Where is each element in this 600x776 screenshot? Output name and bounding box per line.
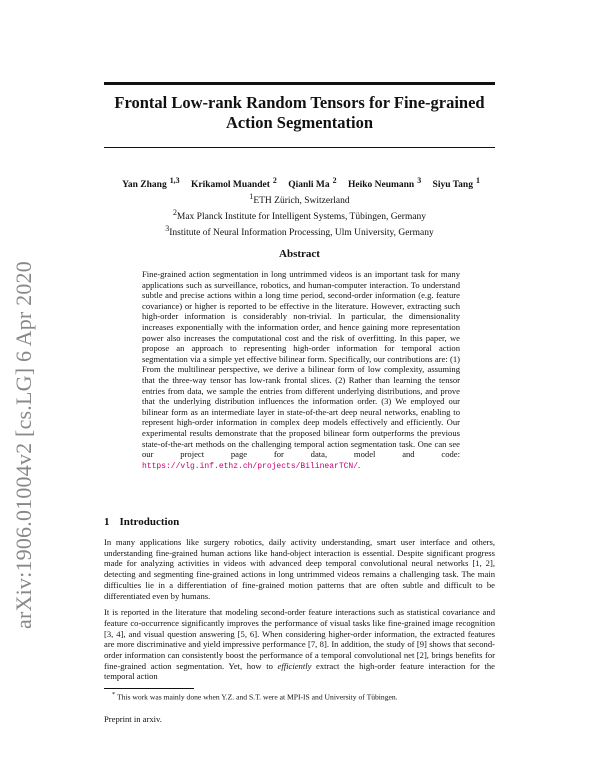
author-names <box>104 175 495 191</box>
footnote-rule <box>104 688 194 689</box>
emphasis: efficiently <box>277 660 312 671</box>
section-title: Introduction <box>119 516 180 528</box>
author: Krikamol Muandet $^2$ <box>190 176 277 191</box>
arxiv-id-text: arXiv:1906.01004v2 [cs.LG] 6 Apr 2020 <box>11 261 36 629</box>
paper-title <box>104 93 495 133</box>
author: Qianli Ma $^2$ <box>288 176 337 191</box>
title-bottom-rule <box>104 147 495 148</box>
author: Siyu Tang $^1$ <box>432 176 480 191</box>
project-page-link[interactable]: https://vlg.inf.ethz.ch/projects/BilinearTCN/ <box>142 461 359 471</box>
footnote-text: This work was mainly done when Y.Z. and S.T. were at MPI-IS and University of Tübingen. <box>116 692 398 702</box>
footnote <box>112 690 495 702</box>
paragraph: It is reported in the literature that modeling second-order feature interactions such as statistical covariance and feature co-occurrence significantly improves the performance of visual tasks like fine-grained image recognition [3, 4], and visual question answering [5, 6]. When considering higher-order information, the extracted features are more discriminative and yield impressive performance [7, 8]. In addition, the study of [9] shows that second-order information can consistently boost the performance of a temporal convolutional net [2], brings benefits for fine-grained action segmentation. Yet, how to efficiently extract the high-order feature interaction for the temporal action <box>104 607 495 682</box>
affiliation: $^1$ETH Zürich, Switzerland <box>249 192 350 207</box>
abstract-body: Fine-grained action segmentation in long untrimmed videos is an important task for many applications such as surveillance, robotics, and human-computer interaction. To understand subtle and precise actions within a long time period, second-order information (e.g. feature covariance) or higher is reported to be effective in the literature. However, extracting such high-order information is considerably non-trivial. In particular, the dimensionality increases exponentially with the information order, and hence gaining more representation power also increases the computational cost and the risk of overfitting. In this paper, we propose an approach to representing high-order information for temporal action segmentation via a simple yet effective bilinear form. Specifically, our contributions are: (1) From the multilinear perspective, we derive a bilinear form of low complexity, assuming that the three-way tensor has low-rank frontal slices. (2) Rather than learning the tensor entries from data, we sample the entries from different underlying distributions, and prove that the underlying distribution influences the information order. (3) We employed our bilinear form as an intermediate layer in state-of-the-art deep neural networks, enabling to represent high-order information in complex deep models effectively and efficiently. Our experimental results demonstrate that the proposed bilinear form outperforms the previous state-of-the-art methods on the challenging temporal action segmentation task. One can see our project page for data, model and code: https://vlg.inf.ethz.ch/projects/BilinearTCN/. <box>142 269 460 471</box>
author-block <box>104 175 495 240</box>
introduction-body <box>104 537 495 688</box>
section-heading-introduction <box>104 516 179 528</box>
title-line-2: Action Segmentation <box>225 113 374 132</box>
title-line-1: Frontal Low-rank Random Tensors for Fine-grained <box>114 93 485 112</box>
abstract-text: Fine-grained action segmentation in long untrimmed videos is an important task for many applications such as surveillance, robotics, and human-computer interaction. To understand subtle and precise actions within a long time period, second-order information (e.g. feature covariance) or higher is reported to be effective in the literature. However, extracting such high-order information is considerably non-trivial. In particular, the dimensionality increases exponentially with the information order, and hence gaining more representation power also increases the computational cost and the risk of overfitting. In this paper, we propose an approach to representing high-order information for temporal action segmentation via a simple yet effective bilinear form. Specifically, our contributions are: (1) From the multilinear perspective, we derive a bilinear form of low complexity, assuming that the three-way tensor has low-rank frontal slices. (2) Rather than learning the tensor entries from data, we sample the entries from different underlying distributions, and prove that the underlying distribution influences the information order. (3) We employed our bilinear form as an intermediate layer in state-of-the-art deep neural networks, enabling to represent high-order information in complex deep models effectively and efficiently. Our experimental results demonstrate that the proposed bilinear form outperforms the previous state-of-the-art methods on the challenging temporal action segmentation task. One can see our project page for data, model and code: <box>142 269 460 460</box>
section-number: 1 <box>104 516 110 528</box>
author: Yan Zhang $^{1,3}$ <box>122 176 180 191</box>
title-top-rule <box>104 82 495 85</box>
author: Heiko Neumann $^3$ <box>347 176 422 191</box>
arxiv-identifier <box>8 210 40 680</box>
affiliation: $^2$Max Planck Institute for Intelligent Systems, Tübingen, Germany <box>172 208 427 223</box>
affiliation: $^3$Institute of Neural Information Processing, Ulm University, Germany <box>165 224 434 239</box>
footnote-mark: * <box>112 691 116 698</box>
paragraph: In many applications like surgery robotics, daily activity understanding, smart user interface and others, understanding fine-grained human actions like hand-object interaction is essential. Despite significant progress made for analyzing activities in videos with advanced deep temporal convolutional neural networks [1, 2], detecting and segmenting fine-grained actions in long untrimmed videos remains a challenging task. The main difficulties lie in a differentiation of fine-grained motion patterns that are often subtle and difficult to be differentiated even by humans. <box>104 537 495 601</box>
preprint-note: Preprint in arxiv. <box>104 714 162 724</box>
abstract-heading: Abstract <box>279 248 320 260</box>
